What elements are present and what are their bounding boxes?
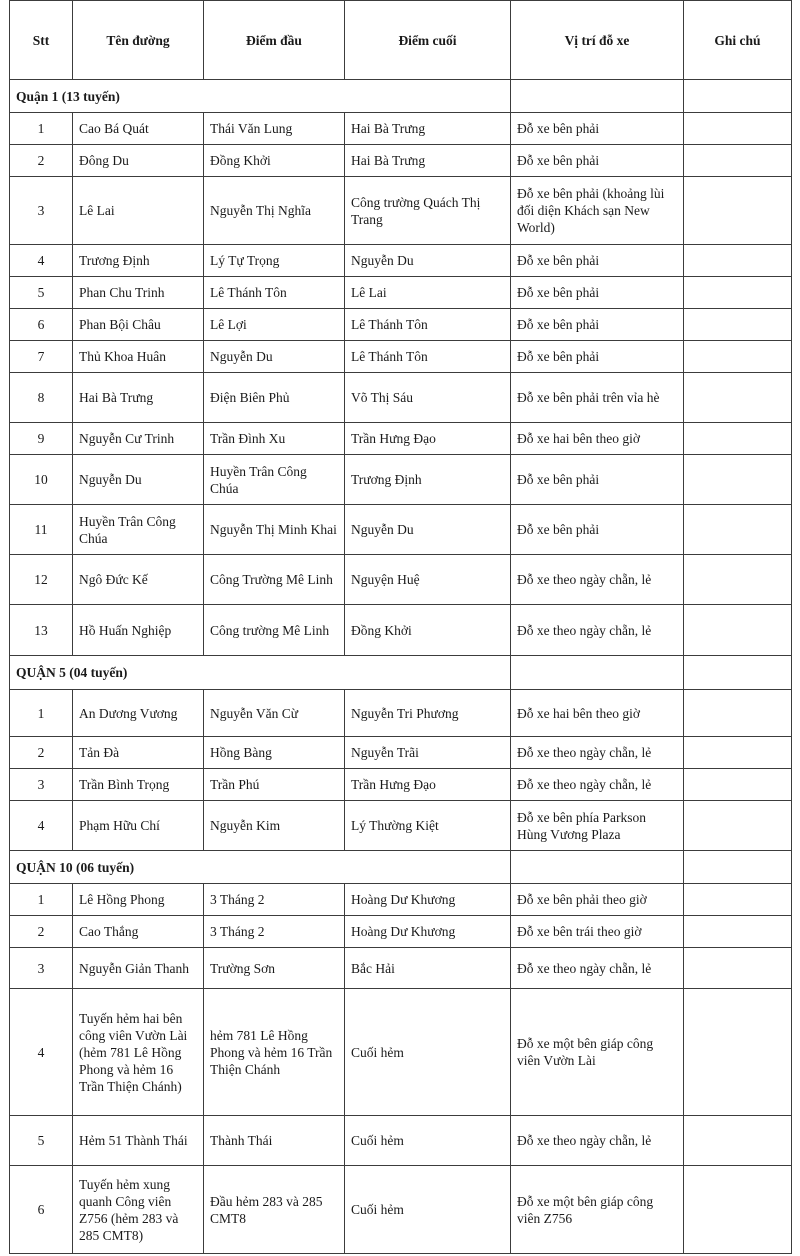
- cell-vi-tri-text: Đỗ xe theo ngày chẵn, lẻ: [517, 960, 652, 976]
- cell-stt: [10, 309, 73, 341]
- cell-vi-tri-text: Đỗ xe bên phải (khoảng lùi đối diện Khách sạn New World): [517, 186, 665, 235]
- table-row: [10, 455, 792, 505]
- cell-diem-cuoi-text: Hai Bà Trưng: [351, 153, 426, 168]
- table-header-row: [10, 1, 792, 80]
- cell-ghi-chu: [684, 948, 792, 989]
- cell-stt: [10, 145, 73, 177]
- cell-vi-tri: [511, 916, 684, 948]
- table-row: [10, 916, 792, 948]
- section-ghi-chu-cell: [684, 80, 792, 113]
- cell-ghi-chu: [684, 989, 792, 1116]
- cell-ten-duong-text: Nguyễn Cư Trinh: [79, 431, 175, 446]
- cell-diem-cuoi-text: Đồng Khởi: [351, 622, 412, 638]
- table-row: [10, 769, 792, 801]
- cell-ghi-chu: [684, 801, 792, 851]
- cell-vi-tri: [511, 737, 684, 769]
- header-stt: Stt: [10, 1, 73, 80]
- cell-diem-dau: [204, 145, 345, 177]
- header-vi-tri: Vị trí đỗ xe: [511, 1, 684, 80]
- cell-diem-cuoi-text: Trần Hưng Đạo: [351, 431, 436, 446]
- cell-ten-duong: [73, 505, 204, 555]
- cell-diem-dau: [204, 113, 345, 145]
- cell-stt-text: 1: [37, 892, 45, 907]
- cell-ten-duong: [73, 145, 204, 177]
- parking-routes-table: [9, 0, 792, 1254]
- table-row: [10, 690, 792, 737]
- cell-ten-duong: [73, 737, 204, 769]
- cell-diem-dau: [204, 916, 345, 948]
- cell-diem-cuoi: [345, 505, 511, 555]
- cell-ten-duong: [73, 916, 204, 948]
- table-row: [10, 177, 792, 245]
- cell-vi-tri-text: Đỗ xe theo ngày chẵn, lẻ: [517, 745, 652, 760]
- cell-vi-tri: [511, 341, 684, 373]
- cell-diem-dau-text: 3 Tháng 2: [210, 924, 265, 939]
- cell-diem-dau: [204, 277, 345, 309]
- cell-stt-text: 12: [34, 572, 48, 587]
- cell-diem-dau: [204, 605, 345, 656]
- table-row: [10, 145, 792, 177]
- cell-stt: [10, 505, 73, 555]
- cell-vi-tri: [511, 948, 684, 989]
- cell-ten-duong-text: Trương Định: [79, 253, 150, 268]
- cell-diem-dau: [204, 1116, 345, 1166]
- cell-diem-cuoi: [345, 373, 511, 423]
- cell-vi-tri-text: Đỗ xe theo ngày chẵn, lẻ: [517, 572, 652, 587]
- cell-vi-tri-text: Đỗ xe bên phải trên vỉa hè: [517, 390, 660, 405]
- cell-vi-tri: [511, 455, 684, 505]
- cell-ten-duong: [73, 884, 204, 916]
- cell-ten-duong-text: Phan Bội Châu: [79, 317, 161, 332]
- cell-stt: [10, 948, 73, 989]
- cell-diem-dau-text: Trần Đình Xu: [210, 431, 286, 446]
- table-row: [10, 605, 792, 656]
- cell-stt-text: 1: [37, 121, 45, 136]
- cell-ten-duong-text: Phạm Hữu Chí: [79, 818, 160, 833]
- cell-diem-dau: [204, 1166, 345, 1254]
- cell-stt-text: 9: [37, 431, 45, 446]
- cell-diem-cuoi: [345, 989, 511, 1116]
- cell-vi-tri: [511, 605, 684, 656]
- cell-diem-cuoi-text: Nguyễn Trãi: [351, 745, 419, 760]
- header-ghi-chu: Ghi chú: [684, 1, 792, 80]
- section-row: [10, 80, 792, 113]
- cell-diem-dau-text: Thành Thái: [210, 1133, 273, 1148]
- table-row: [10, 341, 792, 373]
- cell-vi-tri: [511, 690, 684, 737]
- cell-diem-cuoi-text: Trần Hưng Đạo: [351, 777, 436, 792]
- cell-ten-duong-text: Tản Đà: [79, 745, 120, 760]
- cell-diem-cuoi-text: Võ Thị Sáu: [351, 390, 414, 405]
- cell-diem-cuoi-text: Cuối hẻm: [351, 1044, 404, 1060]
- cell-vi-tri: [511, 309, 684, 341]
- cell-ten-duong: [73, 989, 204, 1116]
- cell-stt: [10, 690, 73, 737]
- table-row: [10, 555, 792, 605]
- cell-diem-cuoi: [345, 455, 511, 505]
- cell-stt: [10, 277, 73, 309]
- cell-diem-dau: [204, 690, 345, 737]
- cell-ten-duong-text: Trần Bình Trọng: [79, 777, 170, 792]
- cell-diem-dau: [204, 455, 345, 505]
- cell-ten-duong-text: Nguyễn Du: [79, 472, 142, 487]
- cell-vi-tri-text: Đỗ xe bên phải theo giờ: [517, 892, 647, 907]
- cell-vi-tri: [511, 113, 684, 145]
- cell-vi-tri-text: Đỗ xe bên phải: [517, 349, 600, 364]
- cell-ghi-chu: [684, 916, 792, 948]
- cell-diem-dau-text: Đầu hẻm 283 và 285 CMT8: [210, 1193, 323, 1226]
- cell-diem-cuoi: [345, 423, 511, 455]
- cell-diem-cuoi-text: Nguyễn Du: [351, 253, 414, 268]
- cell-vi-tri-text: Đỗ xe một bên giáp công viên Vườn Lài: [517, 1036, 654, 1068]
- cell-diem-dau: [204, 423, 345, 455]
- cell-ghi-chu: [684, 423, 792, 455]
- cell-stt: [10, 1166, 73, 1254]
- cell-stt-text: 7: [37, 349, 45, 364]
- cell-diem-cuoi-text: Trương Định: [351, 472, 422, 487]
- cell-ghi-chu: [684, 455, 792, 505]
- cell-diem-dau-text: Hồng Bàng: [210, 745, 272, 760]
- section-title: QUẬN 5 (04 tuyến): [10, 656, 511, 690]
- table-row: [10, 423, 792, 455]
- cell-diem-dau-text: Nguyễn Thị Nghĩa: [210, 203, 311, 218]
- cell-ghi-chu: [684, 277, 792, 309]
- cell-ten-duong-text: Huyền Trân Công Chúa: [79, 513, 176, 546]
- cell-diem-cuoi-text: Cuối hẻm: [351, 1202, 404, 1217]
- cell-stt-text: 11: [34, 522, 48, 537]
- cell-diem-dau-text: 3 Tháng 2: [210, 892, 265, 907]
- cell-vi-tri-text: Đỗ xe theo ngày chẵn, lẻ: [517, 777, 652, 792]
- cell-stt-text: 3: [37, 777, 45, 792]
- header-ten-duong: Tên đường: [73, 1, 204, 80]
- table-row: [10, 309, 792, 341]
- cell-vi-tri: [511, 277, 684, 309]
- cell-ghi-chu: [684, 769, 792, 801]
- cell-vi-tri: [511, 801, 684, 851]
- cell-stt: [10, 555, 73, 605]
- cell-diem-dau-text: Công Trường Mê Linh: [210, 572, 333, 587]
- cell-diem-cuoi-text: Công trường Quách Thị Trang: [351, 194, 481, 227]
- section-title: Quận 1 (13 tuyến): [10, 80, 511, 113]
- cell-stt: [10, 884, 73, 916]
- cell-ten-duong-text: Tuyến hẻm xung quanh Công viên Z756 (hẻm 283 và 285 CMT8): [79, 1176, 179, 1243]
- cell-ghi-chu: [684, 1166, 792, 1254]
- cell-ten-duong-text: Ngô Đức Kế: [79, 572, 148, 587]
- cell-diem-dau-text: Trường Sơn: [210, 960, 275, 976]
- table-row: [10, 1166, 792, 1254]
- cell-vi-tri: [511, 769, 684, 801]
- cell-vi-tri-text: Đỗ xe theo ngày chẵn, lẻ: [517, 1133, 652, 1148]
- cell-stt: [10, 916, 73, 948]
- cell-diem-cuoi: [345, 690, 511, 737]
- header-diem-cuoi: Điểm cuối: [345, 1, 511, 80]
- cell-diem-dau-text: Công trường Mê Linh: [210, 622, 330, 638]
- table-row: [10, 884, 792, 916]
- cell-ten-duong: [73, 801, 204, 851]
- cell-ten-duong: [73, 177, 204, 245]
- cell-diem-cuoi: [345, 177, 511, 245]
- cell-ten-duong: [73, 1166, 204, 1254]
- cell-diem-cuoi-text: Lê Lai: [351, 285, 387, 300]
- cell-ten-duong: [73, 309, 204, 341]
- cell-diem-dau-text: Nguyễn Du: [210, 349, 273, 364]
- cell-vi-tri-text: Đỗ xe bên phải: [517, 285, 600, 300]
- cell-ghi-chu: [684, 341, 792, 373]
- cell-stt: [10, 737, 73, 769]
- cell-diem-cuoi-text: Hoàng Dư Khương: [351, 924, 456, 939]
- cell-stt: [10, 341, 73, 373]
- cell-vi-tri-text: Đỗ xe hai bên theo giờ: [517, 705, 640, 721]
- cell-diem-dau-text: Thái Văn Lung: [210, 121, 293, 136]
- cell-diem-cuoi-text: Nguyễn Du: [351, 522, 414, 537]
- cell-diem-cuoi-text: Cuối hẻm: [351, 1133, 404, 1148]
- cell-stt: [10, 801, 73, 851]
- section-vi-tri-cell: [511, 80, 684, 113]
- cell-stt: [10, 769, 73, 801]
- cell-ghi-chu: [684, 884, 792, 916]
- cell-diem-dau: [204, 505, 345, 555]
- section-title: QUẬN 10 (06 tuyến): [10, 851, 511, 884]
- cell-ghi-chu: [684, 373, 792, 423]
- cell-ten-duong: [73, 690, 204, 737]
- cell-ghi-chu: [684, 113, 792, 145]
- cell-ghi-chu: [684, 690, 792, 737]
- cell-stt-text: 10: [34, 472, 48, 487]
- cell-ghi-chu: [684, 177, 792, 245]
- cell-stt: [10, 423, 73, 455]
- cell-diem-dau-text: Nguyễn Kim: [210, 818, 281, 833]
- header-diem-dau: Điểm đầu: [204, 1, 345, 80]
- cell-ten-duong: [73, 948, 204, 989]
- cell-ten-duong: [73, 423, 204, 455]
- cell-stt: [10, 373, 73, 423]
- cell-ten-duong-text: Cao Thắng: [79, 924, 139, 939]
- cell-vi-tri-text: Đỗ xe bên phải: [517, 121, 600, 136]
- cell-diem-dau: [204, 884, 345, 916]
- cell-diem-cuoi: [345, 245, 511, 277]
- cell-vi-tri-text: Đỗ xe bên phải: [517, 522, 600, 537]
- cell-stt-text: 4: [37, 818, 45, 833]
- cell-diem-dau: [204, 769, 345, 801]
- cell-diem-cuoi: [345, 555, 511, 605]
- cell-diem-dau: [204, 801, 345, 851]
- cell-diem-dau-text: Đồng Khởi: [210, 153, 271, 168]
- cell-ten-duong: [73, 605, 204, 656]
- table-row: [10, 245, 792, 277]
- cell-stt: [10, 1116, 73, 1166]
- cell-vi-tri: [511, 505, 684, 555]
- table-row: [10, 1116, 792, 1166]
- cell-ghi-chu: [684, 505, 792, 555]
- cell-stt: [10, 245, 73, 277]
- cell-vi-tri: [511, 423, 684, 455]
- cell-vi-tri: [511, 884, 684, 916]
- cell-stt-text: 5: [37, 1133, 45, 1148]
- cell-ten-duong: [73, 373, 204, 423]
- cell-stt-text: 6: [37, 1202, 45, 1217]
- cell-ten-duong-text: Lê Hồng Phong: [79, 892, 165, 907]
- table-row: [10, 373, 792, 423]
- cell-stt: [10, 177, 73, 245]
- cell-diem-cuoi: [345, 113, 511, 145]
- cell-vi-tri: [511, 373, 684, 423]
- cell-vi-tri-text: Đỗ xe bên phía Parkson Hùng Vương Plaza: [517, 809, 646, 842]
- cell-vi-tri-text: Đỗ xe bên phải: [517, 472, 600, 487]
- cell-stt: [10, 605, 73, 656]
- cell-stt-text: 3: [37, 960, 45, 976]
- cell-diem-dau: [204, 555, 345, 605]
- cell-diem-cuoi-text: Hai Bà Trưng: [351, 121, 426, 136]
- cell-ten-duong-text: Cao Bá Quát: [79, 121, 149, 136]
- cell-ten-duong: [73, 1116, 204, 1166]
- cell-diem-cuoi: [345, 769, 511, 801]
- cell-stt: [10, 113, 73, 145]
- cell-ghi-chu: [684, 605, 792, 656]
- cell-diem-cuoi: [345, 916, 511, 948]
- table-row: [10, 277, 792, 309]
- cell-ten-duong-text: Hẻm 51 Thành Thái: [79, 1133, 188, 1148]
- cell-stt-text: 4: [37, 253, 45, 268]
- cell-diem-dau: [204, 309, 345, 341]
- section-vi-tri-cell: [511, 656, 684, 690]
- cell-diem-dau: [204, 177, 345, 245]
- cell-stt: [10, 989, 73, 1116]
- section-row: [10, 851, 792, 884]
- cell-vi-tri-text: Đỗ xe hai bên theo giờ: [517, 431, 640, 446]
- cell-stt-text: 4: [37, 1044, 45, 1060]
- table-row: [10, 948, 792, 989]
- cell-ghi-chu: [684, 555, 792, 605]
- cell-diem-cuoi: [345, 1166, 511, 1254]
- cell-vi-tri-text: Đỗ xe theo ngày chẵn, lẻ: [517, 622, 652, 638]
- cell-diem-dau-text: Lý Tự Trọng: [210, 253, 280, 268]
- cell-diem-dau-text: Nguyễn Thị Minh Khai: [210, 522, 337, 537]
- cell-ten-duong: [73, 113, 204, 145]
- cell-diem-dau: [204, 341, 345, 373]
- section-ghi-chu-cell: [684, 851, 792, 884]
- cell-diem-dau-text: Lê Lợi: [210, 317, 247, 332]
- cell-diem-cuoi: [345, 801, 511, 851]
- cell-diem-dau-text: Điện Biên Phủ: [210, 390, 290, 405]
- cell-ten-duong-text: Tuyến hẻm hai bên công viên Vườn Lài (hẻm 781 Lê Hồng Phong và hẻm 16 Trần Thiện Chánh): [79, 1010, 188, 1094]
- section-ghi-chu-cell: [684, 656, 792, 690]
- section-vi-tri-cell: [511, 851, 684, 884]
- cell-stt-text: 8: [37, 390, 45, 405]
- cell-ten-duong: [73, 277, 204, 309]
- cell-vi-tri: [511, 1116, 684, 1166]
- cell-ten-duong: [73, 341, 204, 373]
- cell-diem-dau: [204, 245, 345, 277]
- cell-diem-cuoi-text: Bắc Hải: [351, 960, 395, 976]
- cell-diem-cuoi: [345, 884, 511, 916]
- cell-ten-duong-text: Lê Lai: [79, 203, 115, 218]
- cell-stt: [10, 455, 73, 505]
- table-row: [10, 801, 792, 851]
- cell-diem-cuoi: [345, 948, 511, 989]
- cell-stt-text: 1: [37, 705, 45, 721]
- cell-diem-cuoi: [345, 1116, 511, 1166]
- cell-diem-cuoi-text: Nguyễn Tri Phương: [351, 705, 459, 721]
- cell-stt-text: 13: [34, 622, 48, 638]
- cell-diem-dau-text: hẻm 781 Lê Hồng Phong và hẻm 16 Trần Thiện Chánh: [210, 1027, 333, 1077]
- cell-diem-dau: [204, 373, 345, 423]
- cell-ghi-chu: [684, 309, 792, 341]
- cell-diem-dau-text: Nguyễn Văn Cừ: [210, 705, 299, 721]
- cell-diem-cuoi-text: Nguyện Huệ: [351, 572, 420, 587]
- cell-stt-text: 2: [37, 153, 45, 168]
- cell-stt-text: 2: [37, 745, 45, 760]
- cell-ten-duong-text: Phan Chu Trinh: [79, 285, 165, 300]
- cell-vi-tri: [511, 1166, 684, 1254]
- cell-vi-tri-text: Đỗ xe bên trái theo giờ: [517, 924, 642, 939]
- cell-stt-text: 5: [37, 285, 45, 300]
- cell-diem-cuoi-text: Lê Thánh Tôn: [351, 349, 428, 364]
- cell-vi-tri-text: Đỗ xe bên phải: [517, 153, 600, 168]
- cell-ten-duong-text: An Dương Vương: [79, 705, 178, 721]
- cell-ten-duong: [73, 769, 204, 801]
- cell-ten-duong-text: Nguyễn Giản Thanh: [79, 960, 189, 976]
- cell-diem-dau: [204, 737, 345, 769]
- table-row: [10, 113, 792, 145]
- section-row: [10, 656, 792, 690]
- cell-ghi-chu: [684, 737, 792, 769]
- cell-stt-text: 3: [37, 203, 45, 218]
- cell-ten-duong-text: Đông Du: [79, 153, 129, 168]
- cell-vi-tri-text: Đỗ xe bên phải: [517, 317, 600, 332]
- cell-vi-tri: [511, 555, 684, 605]
- cell-diem-cuoi: [345, 737, 511, 769]
- cell-vi-tri: [511, 989, 684, 1116]
- cell-diem-cuoi-text: Hoàng Dư Khương: [351, 892, 456, 907]
- cell-vi-tri-text: Đỗ xe một bên giáp công viên Z756: [517, 1193, 654, 1226]
- cell-ten-duong-text: Hồ Huấn Nghiệp: [79, 622, 172, 638]
- cell-diem-cuoi: [345, 605, 511, 656]
- cell-stt-text: 6: [37, 317, 45, 332]
- cell-diem-cuoi: [345, 145, 511, 177]
- cell-diem-cuoi-text: Lý Thường Kiệt: [351, 818, 439, 833]
- table-row: [10, 989, 792, 1116]
- cell-diem-dau-text: Lê Thánh Tôn: [210, 285, 287, 300]
- cell-diem-dau: [204, 948, 345, 989]
- cell-stt-text: 2: [37, 924, 45, 939]
- cell-ten-duong-text: Hai Bà Trưng: [79, 390, 154, 405]
- cell-ten-duong: [73, 555, 204, 605]
- cell-ghi-chu: [684, 245, 792, 277]
- cell-ghi-chu: [684, 145, 792, 177]
- cell-diem-dau-text: Huyền Trân Công Chúa: [210, 463, 307, 496]
- cell-diem-dau-text: Trần Phú: [210, 777, 260, 792]
- cell-diem-cuoi: [345, 309, 511, 341]
- cell-ten-duong-text: Thủ Khoa Huân: [79, 349, 166, 364]
- cell-diem-dau: [204, 989, 345, 1116]
- cell-ten-duong: [73, 245, 204, 277]
- cell-vi-tri: [511, 177, 684, 245]
- cell-diem-cuoi-text: Lê Thánh Tôn: [351, 317, 428, 332]
- cell-ten-duong: [73, 455, 204, 505]
- cell-vi-tri-text: Đỗ xe bên phải: [517, 253, 600, 268]
- cell-vi-tri: [511, 145, 684, 177]
- cell-diem-cuoi: [345, 341, 511, 373]
- table-row: [10, 737, 792, 769]
- table-row: [10, 505, 792, 555]
- cell-ghi-chu: [684, 1116, 792, 1166]
- cell-vi-tri: [511, 245, 684, 277]
- cell-diem-cuoi: [345, 277, 511, 309]
